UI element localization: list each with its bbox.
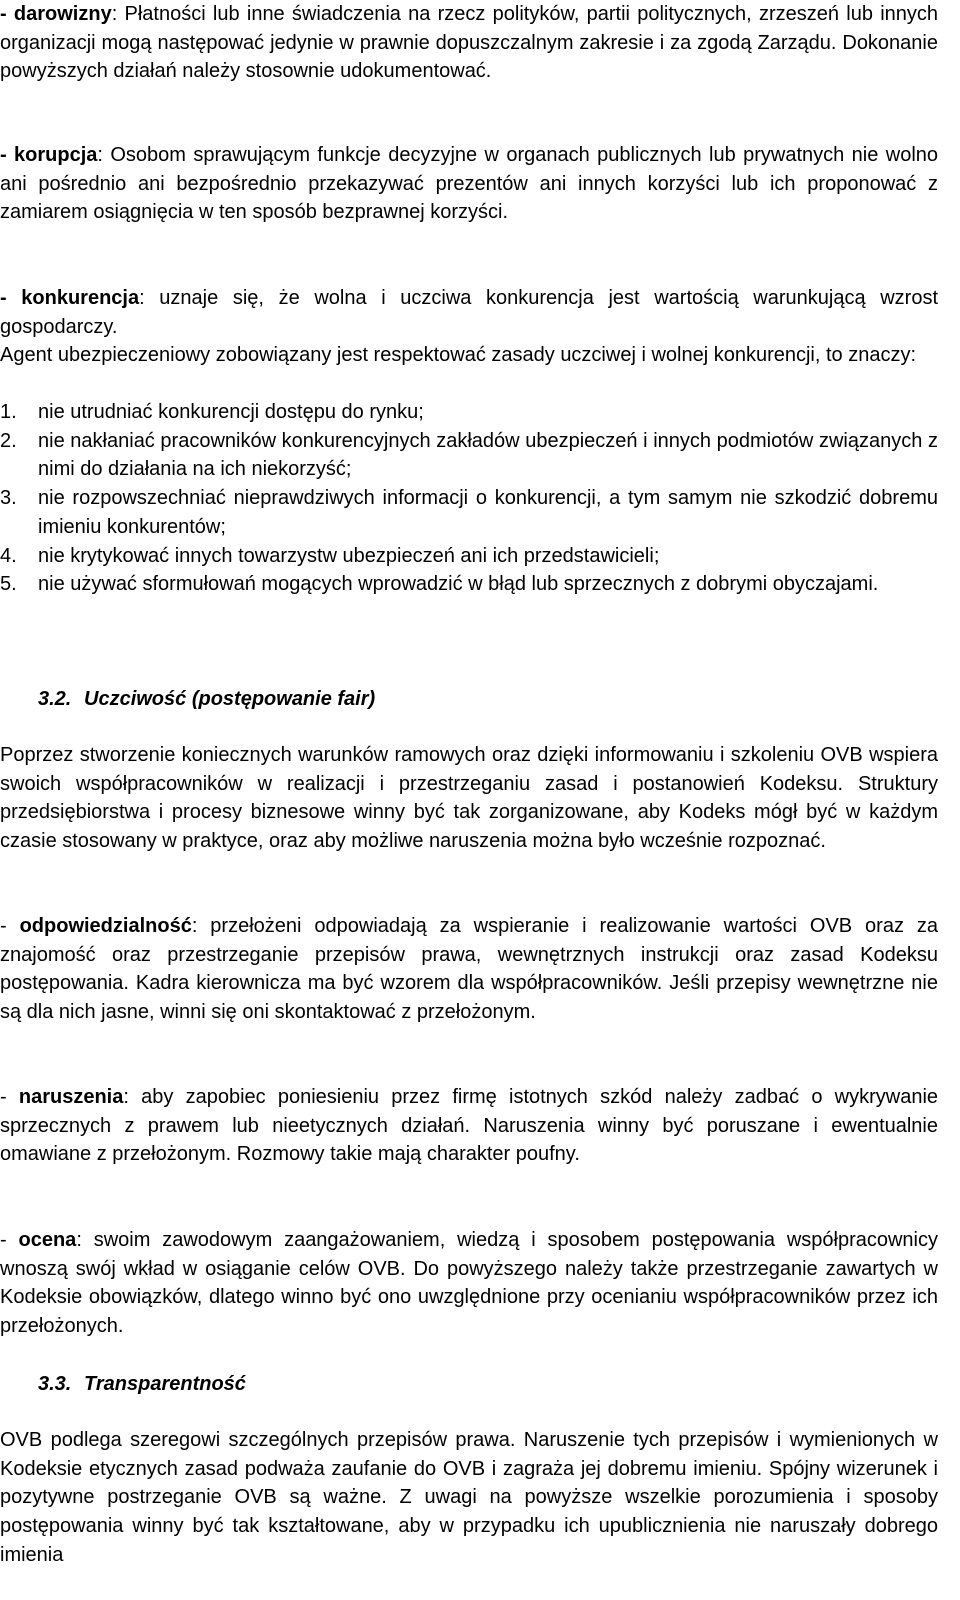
list-item — [0, 398, 938, 427]
text-odpowiedzialnosc: : przełożeni odpowiadają za wspieranie i realizowanie wartości OVB oraz za znajomość oraz przestrzeganie przepisów prawa, wewnętrznych instrukcji oraz zasad Kodeksu postępowania. Kadra kierownicza ma być wzorem dla współpracowników. Jeśli przepisy wewnętrzne nie są dla nich jasne, winni się oni skontaktować z przełożonym. — [0, 915, 938, 1024]
list-item-number: 4. — [0, 544, 17, 567]
paragraph-ocena — [0, 1226, 938, 1341]
term-konkurencja: - konkurencja — [0, 287, 140, 309]
paragraph-korupcja — [0, 141, 938, 227]
section-number: 3.3. — [38, 1373, 72, 1395]
term-odpowiedzialnosc: odpowiedzialność — [19, 915, 192, 937]
list-item-number: 1. — [0, 401, 17, 423]
prefix-odpowiedzialnosc: - — [0, 915, 20, 937]
paragraph-odpowiedzialnosc — [0, 912, 938, 1027]
list-item-number: 5. — [0, 573, 17, 596]
text-korupcja: : Osobom sprawującym funkcje decyzyjne w organach publicznych lub prywatnych nie wolno ani pośrednio ani bezpośrednio przekazywać prezentów ani innych korzyści lub ich proponować z zamiarem osiągnięcia w ten sposób bezprawnej korzyści. — [0, 144, 939, 224]
text-ocena: : swoim zawodowym zaangażowaniem, wiedzą i sposobem postępowania współpracownicy wnoszą swój wkład w osiąganie celów OVB. Do powyższego należy także przestrzeganie zawartych w Kodeksie obowiązków, dlatego winno być ono uwzględnione przy ocenianiu współpracowników przez ich przełożonych. — [0, 1229, 938, 1338]
prefix-ocena: - — [0, 1229, 19, 1251]
list-item — [0, 542, 938, 571]
term-ocena: ocena — [18, 1229, 77, 1251]
section-title: Transparentność — [84, 1373, 246, 1395]
section-heading-3-2 — [38, 685, 375, 714]
paragraph-konkurencja — [0, 284, 938, 341]
paragraph-uczciwosc-intro: Poprzez stworzenie koniecznych warunków ramowych oraz dzięki informowaniu i szkoleniu OVB wspiera swoich współpracowników w realizacji i przestrzeganiu zasad i postanowień Kodeksu. Struktury przedsiębiorstwa i procesy biznesowe winny być tak zorganizowane, aby Kodeks mógł być w każdym czasie stosowany w praktyce, oraz aby możliwe naruszenia można było wcześnie rozpoznać. — [0, 744, 938, 853]
paragraph-naruszenia — [0, 1083, 938, 1169]
section-title: Uczciwość (postępowanie fair) — [84, 688, 376, 710]
list-item — [0, 427, 938, 484]
section-number: 3.2. — [38, 688, 72, 710]
rules-list — [0, 398, 938, 599]
list-item — [0, 484, 938, 541]
paragraph-darowizny — [0, 0, 938, 86]
paragraph-agent: Agent ubezpieczeniowy zobowiązany jest respektować zasady uczciwej i wolnej konkurencji, to znaczy: — [0, 344, 917, 366]
list-item-text: nie rozpowszechniać nieprawdziwych informacji o konkurencji, a tym samym nie szkodzić dobremu imieniu konkurentów; — [38, 487, 938, 538]
list-item-text: nie utrudniać konkurencji dostępu do rynku; — [38, 401, 424, 423]
term-naruszenia: naruszenia — [18, 1086, 124, 1108]
text-darowizny: : Płatności lub inne świadczenia na rzecz polityków, partii politycznych, zrzeszeń lub innych organizacji mogą następować jedynie w prawnie dopuszczalnym zakresie i za zgodą Zarządu. Dokonanie powyższych działań należy stosownie udokumentować. — [0, 3, 939, 83]
list-item-text: nie nakłaniać pracowników konkurencyjnych zakładów ubezpieczeń i innych podmiotów związanych z nimi do działania na ich niekorzyść; — [38, 429, 938, 481]
term-darowizny: - darowizny — [0, 3, 112, 25]
text-naruszenia: : aby zapobiec poniesieniu przez firmę istotnych szkód należy zadbać o wykrywanie sprzecznych z prawem lub nieetycznych działań. Naruszenia winny być poruszane i ewentualnie omawiane z przełożonym. Rozmowy takie mają charakter poufny. — [0, 1086, 939, 1166]
list-item-text: nie krytykować innych towarzystw ubezpieczeń ani ich przedstawicieli; — [38, 544, 660, 567]
list-item-number: 3. — [0, 487, 17, 510]
text-konkurencja: : uznaje się, że wolna i uczciwa konkurencja jest wartością warunkującą wzrost gospodarczy. — [0, 287, 938, 338]
term-korupcja: - korupcja — [0, 144, 98, 166]
list-item — [0, 570, 938, 599]
list-item-number: 2. — [0, 429, 17, 452]
section-heading-3-3 — [38, 1370, 246, 1399]
prefix-naruszenia: - — [0, 1086, 19, 1108]
paragraph-transparentnosc: OVB podlega szeregowi szczególnych przepisów prawa. Naruszenie tych przepisów i wymienionych w Kodeksie etycznych zasad podważa zaufanie do OVB i zagraża jej dobremu imieniu. Spójny wizerunek i pozytywne postrzeganie OVB są ważne. Z uwagi na powyższe wszelkie porozumienia i sposoby postępowania winny być tak kształtowane, aby w przypadku ich upublicznienia nie naruszały dobrego imienia — [0, 1429, 938, 1566]
list-item-text: nie używać sformułowań mogących wprowadzić w błąd lub sprzecznych z dobrymi obyczajami. — [38, 573, 879, 596]
